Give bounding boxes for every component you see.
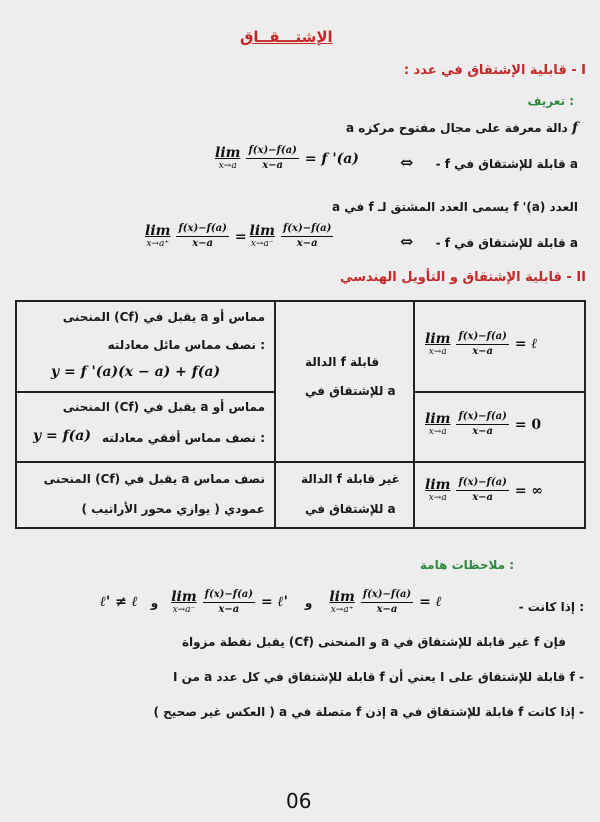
row-1-tangent-text-2: نصف مماس مائل معادلته : bbox=[107, 338, 265, 352]
lim-right-block: lim x→a⁺ bbox=[145, 223, 171, 249]
note-1-prefix: - إذا كانت : bbox=[518, 600, 584, 614]
section-1-heading bbox=[404, 63, 586, 78]
row-2-tangent-equation: y = f(a) bbox=[33, 428, 91, 444]
section-1-title: قابلية الإشتقاق في عدد : bbox=[403, 63, 567, 78]
middle-top-text-1: الدالة f قابلة bbox=[305, 355, 380, 369]
lim-left-block: lim x→a⁻ bbox=[249, 223, 275, 249]
section-2-title: قابلية الإشتقاق و التأويل الهندسي bbox=[340, 270, 562, 285]
definition-line-2-text: - f قابلة للإشتقاق في a bbox=[435, 157, 578, 171]
definition-line-2-formula bbox=[215, 144, 359, 173]
page-number: 06 bbox=[286, 789, 312, 813]
definition-line-2-equiv: ⇔ bbox=[400, 153, 414, 172]
note-1-tail: ℓ' ≠ ℓ bbox=[100, 594, 138, 610]
note-2: فإن f غير قابلة للإشتقاق في a و المنحنى (Cf) يقبل نقطة مزواة bbox=[181, 635, 566, 649]
geometric-table bbox=[15, 300, 586, 529]
derivative-value: = f '(a) bbox=[304, 150, 359, 167]
middle-bottom-text-2: للإشتقاق في a bbox=[305, 502, 396, 516]
difference-quotient: $\frac{f(x)-f(a)}{x-a}$ bbox=[283, 223, 332, 249]
note-4: - إذا كانت f قابلة للإشتقاق في a إذن f متصلة في a ( العكس غير صحيح ) bbox=[153, 705, 584, 719]
note-3: - f قابلة للإشتقاق على I يعني أن f قابلة للإشتقاق في كل عدد a من I bbox=[173, 670, 584, 684]
definition-label: تعريف : bbox=[527, 94, 574, 108]
row-3-tangent-text-2: عمودي ( يوازي محور الأراتيب ) bbox=[81, 502, 265, 516]
row-3-tangent-text-1: المنحنى (Cf) يقبل في a نصف مماس bbox=[43, 472, 265, 486]
definition-line-3: العدد f '(a) يسمى العدد المشتق لـ f في a bbox=[332, 200, 578, 214]
row-3-limit: lim x→a $\frac{f(x)-f(a)}{x-a}$ = ∞ bbox=[425, 477, 544, 503]
definition-line-1-text: دالة معرفة على مجال مفتوح مركزه a bbox=[345, 121, 568, 135]
lim-block: lim x→a bbox=[215, 145, 241, 171]
difference-quotient: $\frac{f(x)-f(a)}{x-a}$ bbox=[248, 145, 297, 171]
middle-top-text-2: للإشتقاق في a bbox=[305, 384, 396, 398]
definition-line-4-text: - f قابلة للإشتقاق في a bbox=[435, 236, 578, 250]
row-1-tangent-equation: y = f '(a)(x − a) + f(a) bbox=[51, 364, 221, 380]
page-title: الإشتـــقــاق bbox=[240, 28, 333, 46]
row-2-limit: lim x→a $\frac{f(x)-f(a)}{x-a}$ = 0 bbox=[425, 411, 542, 437]
row-1-limit: lim x→a $\frac{f(x)-f(a)}{x-a}$ = ℓ bbox=[425, 331, 538, 357]
row-1-tangent-text-1: المنحنى (Cf) يقبل في a مماس أو bbox=[62, 310, 265, 324]
row-2-tangent-text-2: نصف مماس أفقي معادلته : bbox=[102, 431, 265, 445]
definition-line-4-formula: lim x→a⁺ $\frac{f(x)-f(a)}{x-a}$ = lim x→a⁻ $\frac{f(x)-f(a)}{x-a}$ bbox=[145, 223, 332, 249]
section-2-num: II - bbox=[566, 270, 586, 285]
definition-line-4-equiv: ⇔ bbox=[400, 232, 414, 251]
notes-label: ملاحظات هامة : bbox=[419, 558, 514, 572]
row-2-tangent-text-1: المنحنى (Cf) يقبل في a مماس أو bbox=[62, 400, 265, 414]
difference-quotient: $\frac{f(x)-f(a)}{x-a}$ bbox=[178, 223, 227, 249]
middle-bottom-text-1: الدالة f غير قابلة bbox=[301, 472, 400, 486]
definition-line-1 bbox=[346, 120, 578, 136]
f-symbol: f bbox=[571, 120, 578, 136]
section-1-num: I - bbox=[571, 63, 586, 78]
section-2-heading bbox=[340, 270, 586, 285]
note-1-formula: ℓ' ≠ ℓ و lim x→a⁻ $\frac{f(x)-f(a)}{x-a}$ = ℓ' و lim x→a⁺ $\frac{f(x)-f(a)}{x-a}$ = ℓ bbox=[100, 589, 442, 615]
